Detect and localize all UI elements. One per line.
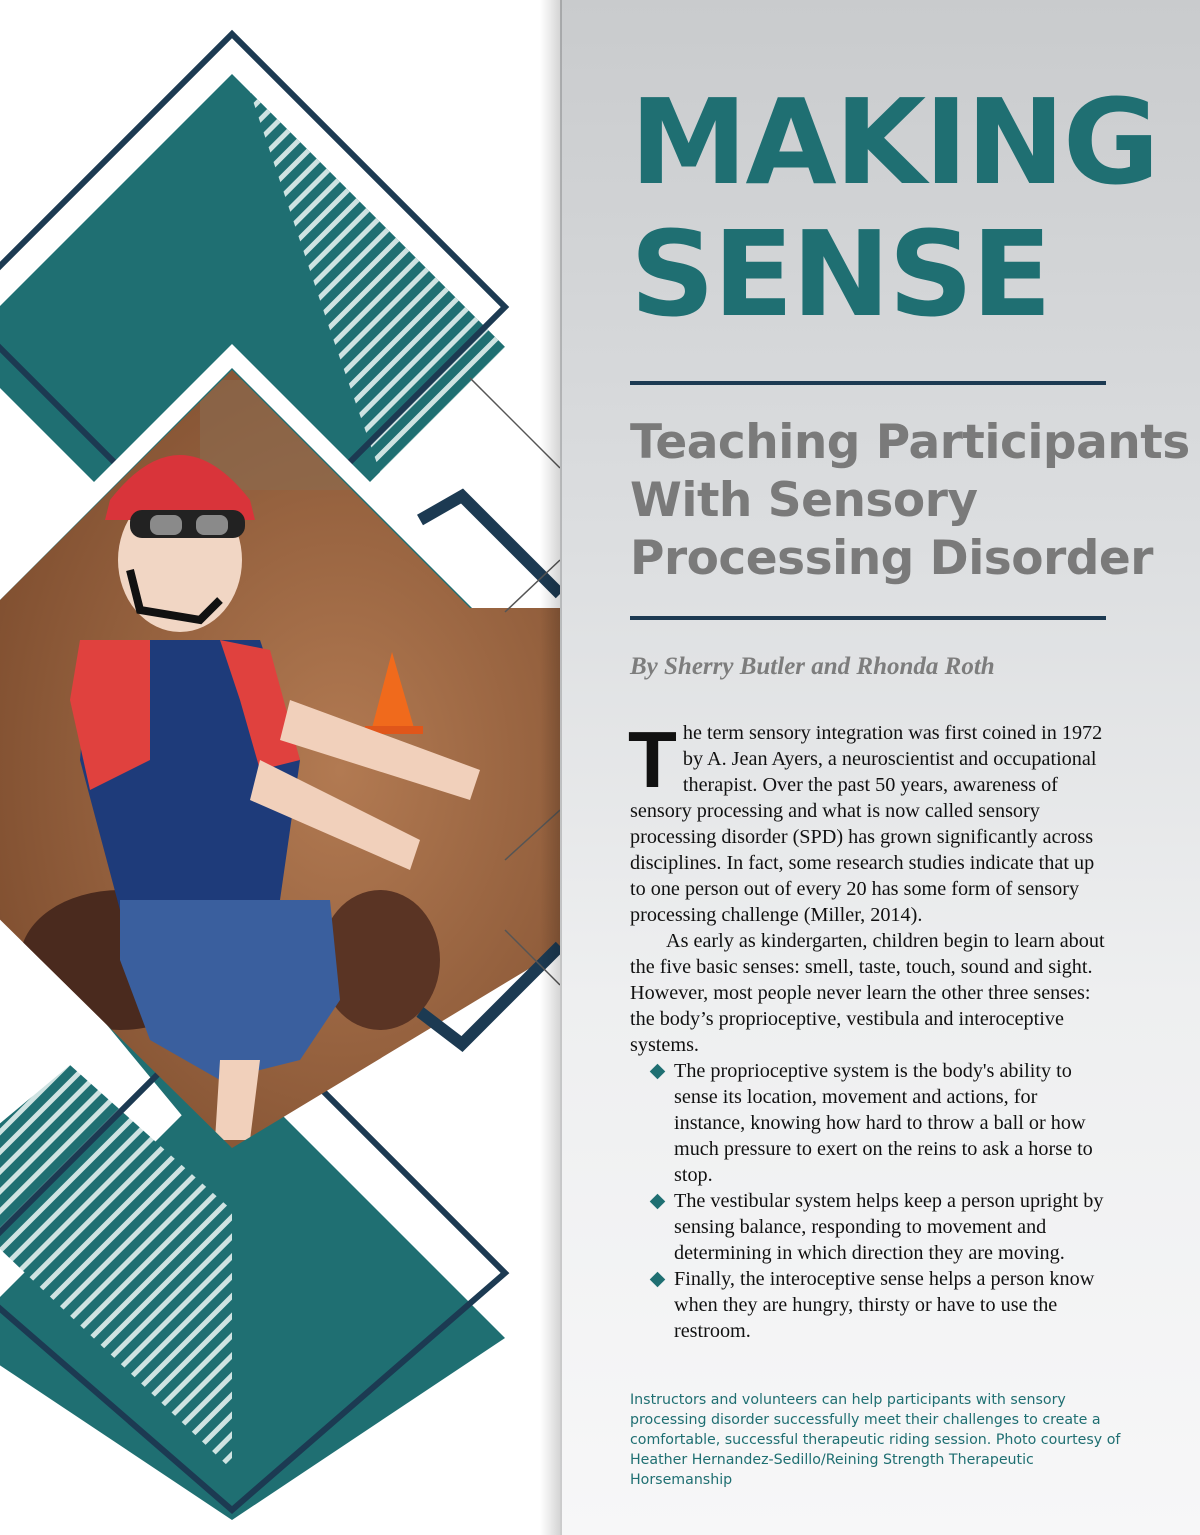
decorative-graphic-panel [0,0,560,1535]
paragraph-1-text: he term sensory integration was first coined in 1972 by A. Jean Ayers, a neuroscientist and occupational therapist. Over the past 50 years, awareness of sensory processing and what is now called sensory processing disorder (SPD) has grown significantly across disciplines. In fact, some research studies indicate that up to one person out of every 20 has some form of sensory processing challenge (Miller, 2014). [630,722,1103,926]
photo-caption: Instructors and volunteers can help participants with sensory processing disorder successfully meet their challenges to create a comfortable, successful therapeutic riding session. Photo courtesy of Heather Hernandez-Sedillo/Reining Strength Therapeutic Horsemanship [630,1392,1121,1488]
subtitle-line-3: Processing Disorder [630,531,1153,586]
list-item [674,1058,1105,1188]
diamond-bullet-icon [650,1064,666,1080]
sense-list [630,1058,1105,1344]
bottom-divider [630,616,1106,620]
paragraph-2: As early as kindergarten, children begin to learn about the five basic senses: smell, taste, touch, sound and sight. However, most people never learn the other three senses: the body’s proprioceptive, vestibula and interoceptive systems. [630,930,1105,1056]
list-item-text: Finally, the interoceptive sense helps a person know when they are hungry, thirsty or have to use the restroom. [674,1268,1095,1342]
top-divider [630,381,1106,385]
diamond-bullet-icon [650,1194,666,1210]
list-item-text: The vestibular system helps keep a person upright by sensing balance, responding to movement and determining in which direction they are moving. [674,1190,1104,1264]
byline: By Sherry Butler and Rhonda Roth [630,653,995,680]
paragraph-1 [628,715,1105,928]
drop-cap: T [628,715,677,804]
headline-line-1: MAKING [630,73,1158,211]
list-item-text: The proprioceptive system is the body's ability to sense its location, movement and actions, for instance, knowing how hard to throw a ball or how much pressure to exert on the reins to ask a horse to stop. [674,1060,1093,1186]
headline-line-2: SENSE [630,205,1050,343]
diamond-bullet-icon [650,1272,666,1288]
list-item [674,1188,1105,1266]
subtitle-line-1: Teaching Participants [630,415,1190,470]
subtitle-line-2: With Sensory [630,473,978,528]
panel-shadow [540,0,562,1535]
diamond-graphic [0,0,560,1535]
rider-photo [0,370,560,1170]
article-body [628,715,1105,1344]
list-item [674,1266,1105,1344]
